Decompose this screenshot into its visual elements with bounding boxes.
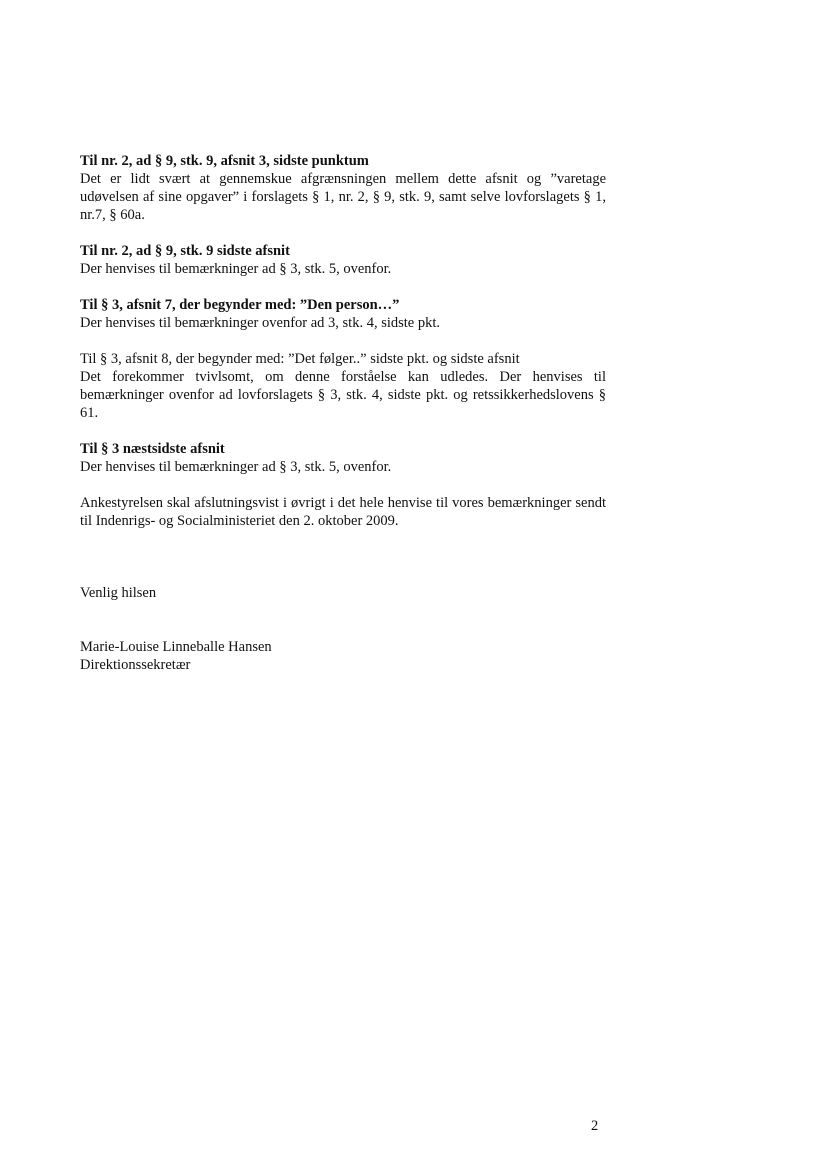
section-1	[80, 152, 606, 224]
section-text: Der henvises til bemærkninger ovenfor ad 3, stk. 4, sidste pkt.	[80, 315, 441, 331]
section-heading: Til § 3, afsnit 7, der begynder med: ”Den person…”	[80, 297, 400, 313]
letter-body	[80, 152, 606, 674]
signatory-title: Direktionssekretær	[80, 657, 191, 673]
conclusion-text: Ankestyrelsen skal afslutningsvist i øvrigt i det hele henvise til vores bemærkninger sendt til Indenrigs- og Socialministeriet den 2. oktober 2009.	[80, 495, 606, 529]
section-4	[80, 350, 606, 422]
signature-block	[80, 638, 606, 674]
section-heading: Til § 3, afsnit 8, der begynder med: ”Det følger..” sidste pkt. og sidste afsnit	[80, 351, 520, 367]
closing-greeting: Venlig hilsen	[80, 585, 157, 601]
section-text: Der henvises til bemærkninger ad § 3, stk. 5, ovenfor.	[80, 261, 392, 277]
page-number: 2	[591, 1118, 599, 1134]
section-heading: Til § 3 næstsidste afsnit	[80, 441, 225, 457]
section-text: Det forekommer tvivlsomt, om denne forståelse kan udledes. Der henvises til bemærkninger ovenfor ad lovforslagets § 3, stk. 4, sidste pkt. og retssikkerhedslovens § 61.	[80, 369, 606, 421]
signatory-name: Marie-Louise Linneballe Hansen	[80, 639, 272, 655]
conclusion-paragraph	[80, 494, 606, 530]
section-text: Der henvises til bemærkninger ad § 3, stk. 5, ovenfor.	[80, 459, 392, 475]
section-3	[80, 296, 606, 332]
section-text: Det er lidt svært at gennemskue afgrænsningen mellem dette afsnit og ”varetage udøvelsen af sine opgaver” i forslagets § 1, nr. 2, § 9, stk. 9, samt selve lovforslagets § 1, nr.7, § 60a.	[80, 171, 606, 223]
section-5	[80, 440, 606, 476]
section-heading: Til nr. 2, ad § 9, stk. 9, afsnit 3, sidste punktum	[80, 153, 369, 169]
section-2	[80, 242, 606, 278]
section-heading: Til nr. 2, ad § 9, stk. 9 sidste afsnit	[80, 243, 290, 259]
